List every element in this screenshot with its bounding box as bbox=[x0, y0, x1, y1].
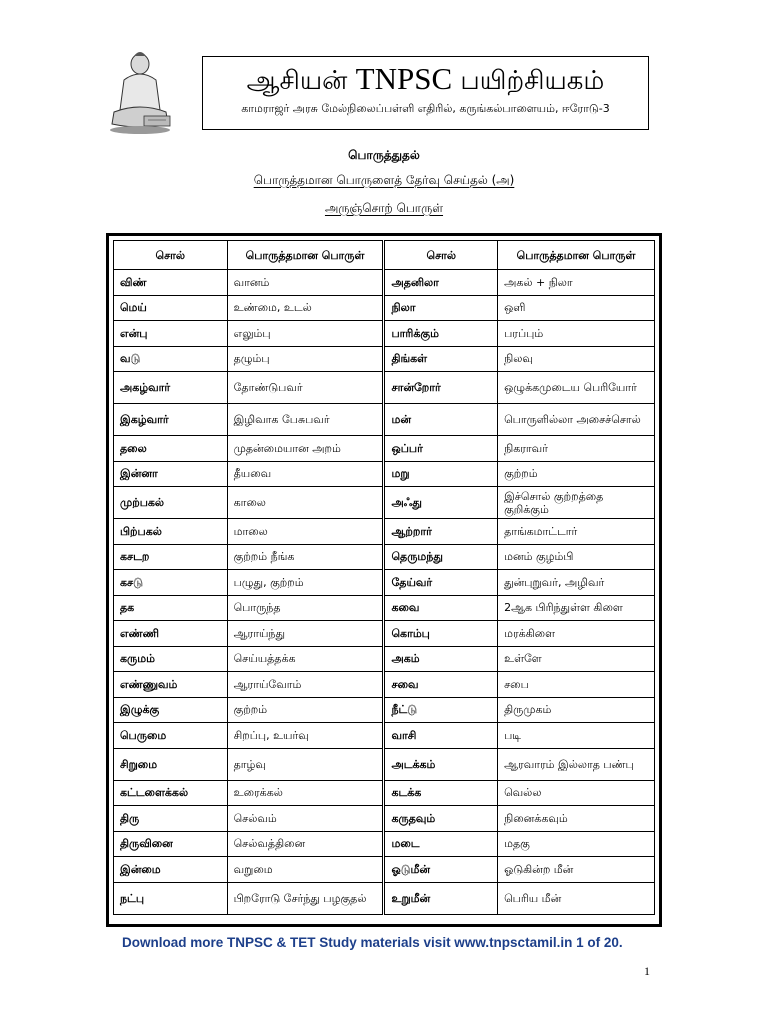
word-cell: இழுக்கு bbox=[114, 697, 228, 723]
table-row bbox=[114, 519, 655, 545]
meaning-cell: குற்றம் bbox=[227, 697, 384, 723]
word-cell: அகழ்வார் bbox=[114, 372, 228, 404]
meaning-cell: எலும்பு bbox=[227, 321, 384, 347]
meaning-cell: ஆராய்வோம் bbox=[227, 672, 384, 698]
word-cell: திங்கள் bbox=[384, 346, 498, 372]
subtopic-heading bbox=[0, 173, 768, 189]
meaning-cell: உரைக்கல் bbox=[227, 780, 384, 806]
table-row bbox=[114, 570, 655, 596]
column-header: பொருத்தமான பொருள் bbox=[227, 241, 384, 270]
table-row bbox=[114, 697, 655, 723]
word-cell: மறு bbox=[384, 461, 498, 487]
word-cell: திருவினை bbox=[114, 831, 228, 857]
table-row bbox=[114, 780, 655, 806]
meaning-cell: ஆராய்ந்து bbox=[227, 621, 384, 647]
meaning-cell: செல்வம் bbox=[227, 806, 384, 832]
word-cell: நட்பு bbox=[114, 882, 228, 914]
title-prefix: ஆசியன் bbox=[246, 66, 348, 96]
word-cell: இகழ்வார் bbox=[114, 404, 228, 436]
word-cell: தேய்வர் bbox=[384, 570, 498, 596]
word-cell: எண்ணி bbox=[114, 621, 228, 647]
meaning-cell: மனம் குழம்பி bbox=[498, 544, 655, 570]
table-row bbox=[114, 270, 655, 296]
meaning-cell: செய்யத்தக்க bbox=[227, 646, 384, 672]
word-cell: மடை bbox=[384, 831, 498, 857]
table-header-row bbox=[114, 241, 655, 270]
word-cell: ஆற்றார் bbox=[384, 519, 498, 545]
table-row bbox=[114, 723, 655, 749]
meaning-cell: செல்வத்தினை bbox=[227, 831, 384, 857]
meaning-cell: வெல்ல bbox=[498, 780, 655, 806]
table-row bbox=[114, 595, 655, 621]
meaning-cell: தழும்பு bbox=[227, 346, 384, 372]
meaning-cell: பரப்பும் bbox=[498, 321, 655, 347]
word-cell: வடு bbox=[114, 346, 228, 372]
word-cell: உறுமீன் bbox=[384, 882, 498, 914]
table-row bbox=[114, 295, 655, 321]
section-text: அருஞ்சொற் பொருள் bbox=[324, 201, 444, 215]
table-row bbox=[114, 748, 655, 780]
meaning-cell: தாழ்வு bbox=[227, 748, 384, 780]
word-cell: தெருமந்து bbox=[384, 544, 498, 570]
meaning-cell: உள்ளே bbox=[498, 646, 655, 672]
word-cell: மன் bbox=[384, 404, 498, 436]
word-cell: கசடு bbox=[114, 570, 228, 596]
word-cell: ஒப்பர் bbox=[384, 436, 498, 462]
table-row bbox=[114, 544, 655, 570]
word-cell: கட்டளைக்கல் bbox=[114, 780, 228, 806]
institute-address: காமராஜர் அரசு மேல்நிலைப்பள்ளி எதிரில், கருங்கல்பாளையம், ஈரோடு-3 bbox=[241, 102, 610, 115]
word-cell: வாசி bbox=[384, 723, 498, 749]
meaning-cell: மரக்கிளை bbox=[498, 621, 655, 647]
meaning-cell: அகல் + நிலா bbox=[498, 270, 655, 296]
word-cell: சான்றோர் bbox=[384, 372, 498, 404]
institute-title bbox=[203, 61, 648, 99]
meaning-cell: தோண்டுபவர் bbox=[227, 372, 384, 404]
meaning-cell: திருமுகம் bbox=[498, 697, 655, 723]
word-cell: கசடற bbox=[114, 544, 228, 570]
meaning-cell: பிறரோடு சேர்ந்து பழகுதல் bbox=[227, 882, 384, 914]
table-row bbox=[114, 461, 655, 487]
word-cell: இன்னா bbox=[114, 461, 228, 487]
meaning-cell: 2ஆக பிரிந்துள்ள கிளை bbox=[498, 595, 655, 621]
meaning-cell: பழுது, குற்றம் bbox=[227, 570, 384, 596]
table-row bbox=[114, 404, 655, 436]
meaning-cell: ஒளி bbox=[498, 295, 655, 321]
meaning-cell: பொருளில்லா அசைச்சொல் bbox=[498, 404, 655, 436]
title-suffix: பயிற்சியகம் bbox=[460, 66, 605, 96]
meaning-cell: நினைக்கவும் bbox=[498, 806, 655, 832]
meaning-cell: குற்றம் நீங்க bbox=[227, 544, 384, 570]
meaning-cell: சிறப்பு, உயர்வு bbox=[227, 723, 384, 749]
table-row bbox=[114, 346, 655, 372]
word-cell: முற்பகல் bbox=[114, 487, 228, 519]
table-row bbox=[114, 857, 655, 883]
meaning-cell: தாங்கமாட்டார் bbox=[498, 519, 655, 545]
word-cell: பாரிக்கும் bbox=[384, 321, 498, 347]
meaning-cell: சபை bbox=[498, 672, 655, 698]
glossary-table bbox=[113, 240, 655, 915]
word-cell: எண்ணுவம் bbox=[114, 672, 228, 698]
table-row bbox=[114, 672, 655, 698]
meaning-cell: ஓடுகின்ற மீன் bbox=[498, 857, 655, 883]
meaning-cell: நிலவு bbox=[498, 346, 655, 372]
word-cell: கருதவும் bbox=[384, 806, 498, 832]
topic-heading: பொருத்துதல் bbox=[348, 148, 420, 162]
meaning-cell: வறுமை bbox=[227, 857, 384, 883]
table-row bbox=[114, 882, 655, 914]
meaning-cell: மதகு bbox=[498, 831, 655, 857]
column-header: சொல் bbox=[384, 241, 498, 270]
word-cell: அதனிலா bbox=[384, 270, 498, 296]
meaning-cell: நிகராவர் bbox=[498, 436, 655, 462]
word-cell: நீட்டு bbox=[384, 697, 498, 723]
meaning-cell: குற்றம் bbox=[498, 461, 655, 487]
table-row bbox=[114, 487, 655, 519]
column-header: சொல் bbox=[114, 241, 228, 270]
word-cell: கருமம் bbox=[114, 646, 228, 672]
download-footer: Download more TNPSC & TET Study materials visit www.tnpsctamil.in 1 of 20. bbox=[122, 935, 623, 950]
table-body bbox=[114, 270, 655, 915]
table-row bbox=[114, 372, 655, 404]
table-row bbox=[114, 806, 655, 832]
word-cell: பெருமை bbox=[114, 723, 228, 749]
word-cell: அகம் bbox=[384, 646, 498, 672]
word-cell: என்பு bbox=[114, 321, 228, 347]
meaning-cell: முதன்மையான அறம் bbox=[227, 436, 384, 462]
meaning-cell: இழிவாக பேசுபவர் bbox=[227, 404, 384, 436]
word-cell: அடக்கம் bbox=[384, 748, 498, 780]
meaning-cell: பொருந்த bbox=[227, 595, 384, 621]
word-cell: விண் bbox=[114, 270, 228, 296]
meaning-cell: தீயவை bbox=[227, 461, 384, 487]
word-cell: இன்மை bbox=[114, 857, 228, 883]
word-cell: திரு bbox=[114, 806, 228, 832]
word-cell: கொம்பு bbox=[384, 621, 498, 647]
meaning-cell: ஆரவாரம் இல்லாத பண்பு bbox=[498, 748, 655, 780]
word-cell: அஃது bbox=[384, 487, 498, 519]
meaning-cell: மாலை bbox=[227, 519, 384, 545]
word-cell: தக bbox=[114, 595, 228, 621]
word-cell: ஓடுமீன் bbox=[384, 857, 498, 883]
column-header: பொருத்தமான பொருள் bbox=[498, 241, 655, 270]
word-cell: பிற்பகல் bbox=[114, 519, 228, 545]
table-row bbox=[114, 831, 655, 857]
word-cell: தலை bbox=[114, 436, 228, 462]
page-number: 1 bbox=[644, 964, 650, 978]
word-cell: நிலா bbox=[384, 295, 498, 321]
word-cell: சவை bbox=[384, 672, 498, 698]
institute-header bbox=[202, 56, 649, 130]
meaning-cell: பெரிய மீன் bbox=[498, 882, 655, 914]
word-cell: கடக்க bbox=[384, 780, 498, 806]
meaning-cell: உண்மை, உடல் bbox=[227, 295, 384, 321]
sage-logo bbox=[104, 50, 176, 136]
subtopic-text: பொருத்தமான பொருளைத் தேர்வு செய்தல் (அ) bbox=[253, 173, 515, 187]
title-brand: TNPSC bbox=[355, 61, 453, 96]
word-cell: கவை bbox=[384, 595, 498, 621]
meaning-cell: காலை bbox=[227, 487, 384, 519]
meaning-cell: இச்சொல் குற்றத்தை குறிக்கும் bbox=[498, 487, 655, 519]
table-row bbox=[114, 646, 655, 672]
meaning-cell: வானம் bbox=[227, 270, 384, 296]
section-heading bbox=[0, 201, 768, 217]
meaning-cell: படி bbox=[498, 723, 655, 749]
table-row bbox=[114, 436, 655, 462]
meaning-cell: ஒழுக்கமுடைய பெரியோர் bbox=[498, 372, 655, 404]
word-cell: மெய் bbox=[114, 295, 228, 321]
table-row bbox=[114, 321, 655, 347]
word-cell: சிறுமை bbox=[114, 748, 228, 780]
meaning-cell: துன்புறுவர், அழிவர் bbox=[498, 570, 655, 596]
table-row bbox=[114, 621, 655, 647]
glossary-table-frame bbox=[106, 233, 662, 927]
